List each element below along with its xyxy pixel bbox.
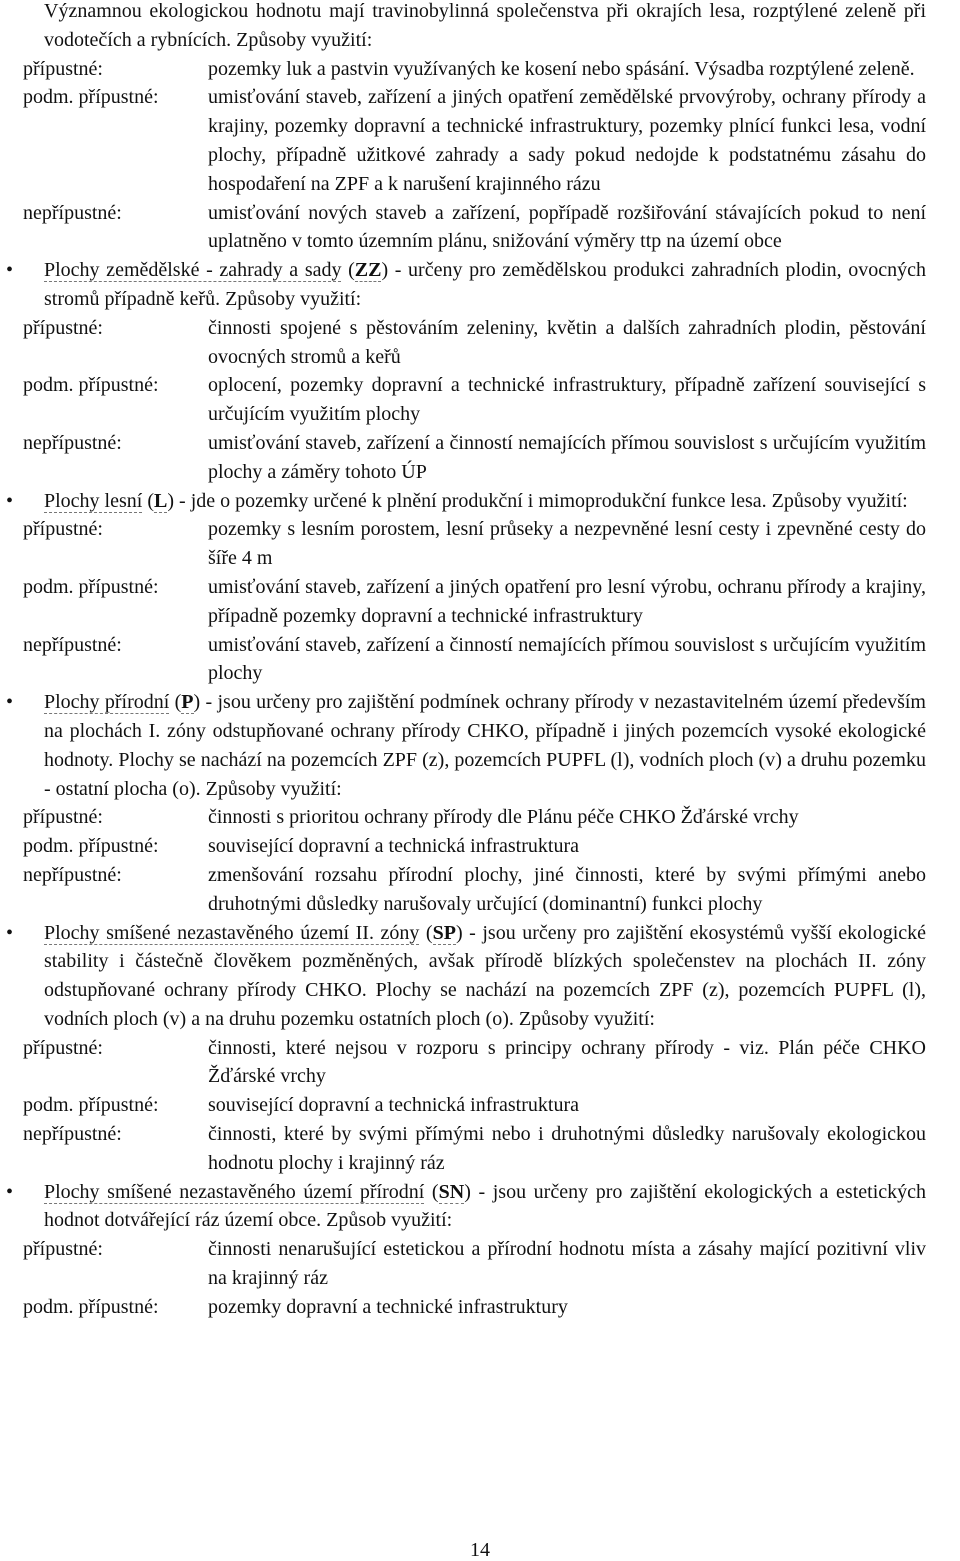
row-text: činnosti spojené s pěstováním zeleniny, květin a dalších zahradních plodin, pěstování ovocných stromů a keřů (208, 316, 926, 368)
section-term: Plochy smíšené nezastavěného území II. zóny (44, 921, 420, 944)
row-label: přípustné: (23, 57, 103, 80)
usage-row-conditional (23, 83, 926, 198)
code-open: ( (419, 921, 433, 944)
row-label: přípustné: (23, 1238, 103, 1261)
code-open: ( (424, 1180, 439, 1203)
usage-row-prohibited (23, 631, 926, 689)
row-text: pozemky dopravní a technické infrastruktury (208, 1295, 568, 1318)
row-label: nepřípustné: (23, 431, 122, 454)
row-text: umisťování staveb, zařízení a jiných opatření pro lesní výrobu, ochranu přírody a krajiny, případně pozemky dopravní a technické infrastruktury (208, 575, 926, 627)
bullet-icon: • (6, 921, 14, 944)
row-label: podm. přípustné: (23, 575, 159, 598)
section-gardens (0, 256, 960, 486)
section-code: L (154, 489, 168, 512)
bullet-icon: • (6, 691, 14, 714)
section-mixed-natural (0, 1178, 960, 1322)
usage-row-permitted (23, 314, 926, 372)
section-description: - jsou určeny pro zajištění podmínek ochrany přírody v nezastavitelném území především na plochách I. zóny odstupňované ochrany přírody CHKO, případně i jiných pozemcích vysoké ekologické hodnoty. Plochy se nachází na pozemcích ZPF (z), pozemcích PUPFL (l), vodních ploch (v) a druhu pozemku - ostatní plocha (o). Způsoby využití: (44, 691, 926, 800)
section-heading (6, 256, 927, 314)
row-label: nepřípustné: (23, 633, 122, 656)
row-text: související dopravní a technická infrastruktura (208, 1094, 579, 1117)
section-heading (6, 688, 926, 803)
section-forest (0, 487, 960, 689)
code-close: ) (167, 489, 175, 512)
bullet-icon: • (6, 259, 14, 282)
usage-row-conditional (23, 371, 926, 429)
usage-row-permitted (23, 803, 926, 832)
bullet-icon: • (6, 1180, 14, 1203)
row-text: zmenšování rozsahu přírodní plochy, jiné činnosti, které by svými přímými anebo druhotnými důsledky narušovaly určující (dominantní) funkci plochy (208, 863, 926, 915)
section-code: SN (438, 1180, 465, 1203)
section-heading (6, 1178, 927, 1236)
row-label: nepřípustné: (23, 863, 122, 886)
row-label: podm. přípustné: (23, 1295, 159, 1318)
row-label: přípustné: (23, 1036, 103, 1059)
section-description: - jsou určeny pro zajištění ekosystémů vyšší ekologické stability i částečně člověkem pozměněných, avšak přírodě blízkých společenstev na plochách II. zóny odstupňované ochrany přírody CHKO. Plochy se nachází na pozemcích ZPF (z), pozemcích PUPFL (l), vodních ploch (v) a na druhu pozemku ostatních ploch (o). Způsoby využití: (44, 921, 927, 1030)
row-text: umisťování staveb, zařízení a činností nemajících přímou souvislost s určujícím využitím plochy (208, 633, 926, 685)
section-code: ZZ (354, 259, 382, 282)
row-text: oplocení, pozemky dopravní a technické infrastruktury, případně zařízení související s určujícím využitím plochy (208, 374, 926, 426)
section-meadows (0, 55, 960, 257)
intro-paragraph: Významnou ekologickou hodnotu mají travinobylinná společenstva při okrajích lesa, rozptýlené zeleně při vodotečích a rybnících. Způsoby využití: (44, 0, 926, 51)
section-term: Plochy smíšené nezastavěného území přírodní (44, 1180, 425, 1203)
usage-row-permitted (23, 515, 926, 573)
row-text: související dopravní a technická infrastruktura (208, 835, 579, 858)
row-label: přípustné: (23, 518, 103, 541)
usage-row-permitted (23, 55, 926, 84)
section-mixed-zone-ii (0, 919, 960, 1178)
row-text: umisťování staveb, zařízení a činností nemajících přímou souvislost s určujícím využitím plochy a záměry tohoto ÚP (208, 431, 926, 483)
usage-row-prohibited (23, 861, 926, 919)
code-close: ) (455, 921, 463, 944)
code-close: ) (381, 259, 389, 282)
row-text: pozemky luk a pastvin využívaných ke kosení nebo spásání. Výsadba rozptýlené zeleně. (208, 57, 915, 80)
row-text: činnosti, které nejsou v rozporu s principy ochrany přírody - viz. Plán péče CHKO Žďárské vrchy (208, 1036, 926, 1088)
usage-row-permitted (23, 1235, 926, 1293)
usage-row-prohibited (23, 429, 926, 487)
row-label: přípustné: (23, 316, 103, 339)
row-label: přípustné: (23, 806, 103, 829)
usage-row-permitted (23, 1034, 926, 1092)
row-text: pozemky s lesním porostem, lesní průseky a nezpevněné lesní cesty i zpevněné cesty do šíře 4 m (208, 518, 926, 570)
row-text: umisťování nových staveb a zařízení, popřípadě rozšiřování stávajících pokud to není uplatněno v tomto územním plánu, snižování výměry ttp na území obce (208, 201, 926, 253)
usage-row-prohibited (23, 199, 926, 257)
row-text: činnosti nenarušující estetickou a přírodní hodnotu místa a zásahy mající pozitivní vliv na krajinný ráz (208, 1238, 926, 1290)
bullet-icon: • (6, 489, 14, 512)
code-open: ( (142, 489, 155, 512)
code-close: ) (464, 1180, 471, 1203)
code-open: ( (169, 691, 182, 714)
row-text: umisťování staveb, zařízení a jiných opatření zemědělské prvovýroby, ochrany přírody a krajiny, pozemky dopravní a technické infrastruktury, pozemky plnící funkci lesa, vodní plochy, případně užitkové zahrady a sady pokud nedojde k podstatnému zásahu do hospodaření na ZPF a k narušení krajinného rázu (208, 86, 926, 195)
page-number: 14 (470, 1539, 490, 1561)
usage-row-conditional (23, 1091, 926, 1120)
section-code: SP (432, 921, 456, 944)
row-label: nepřípustné: (23, 201, 122, 224)
section-description: - určeny pro zemědělskou produkci zahradních plodin, ovocných stromů případně keřů. Způsoby využití: (44, 259, 927, 310)
usage-row-conditional (23, 832, 926, 861)
section-code: P (181, 691, 194, 714)
section-heading (6, 919, 927, 1034)
section-natural (0, 688, 960, 918)
row-label: podm. přípustné: (23, 835, 159, 858)
usage-row-conditional (23, 573, 926, 631)
row-text: činnosti s prioritou ochrany přírody dle Plánu péče CHKO Žďárské vrchy (208, 806, 799, 829)
row-label: podm. přípustné: (23, 1094, 159, 1117)
usage-row-conditional (23, 1293, 926, 1322)
code-close: ) (193, 691, 201, 714)
section-term: Plochy lesní (44, 489, 143, 512)
section-term: Plochy zemědělské - zahrady a sady (44, 259, 342, 282)
row-label: podm. přípustné: (23, 374, 159, 397)
section-description: - jde o pozemky určené k plnění produkční i mimoprodukční funkce lesa. Způsoby využití: (174, 489, 908, 512)
section-heading (6, 487, 926, 516)
code-open: ( (341, 259, 355, 282)
usage-row-prohibited (23, 1120, 926, 1178)
row-text: činnosti, které by svými přímými nebo i druhotnými důsledky narušovaly ekologickou hodnotu plochy i krajinný ráz (208, 1123, 926, 1174)
section-term: Plochy přírodní (44, 691, 170, 714)
row-label: podm. přípustné: (23, 86, 159, 109)
row-label: nepřípustné: (23, 1123, 122, 1146)
section-description: - jsou určeny pro zajištění ekologických a estetických hodnot dotvářející ráz území obce. Způsob využití: (44, 1180, 927, 1232)
